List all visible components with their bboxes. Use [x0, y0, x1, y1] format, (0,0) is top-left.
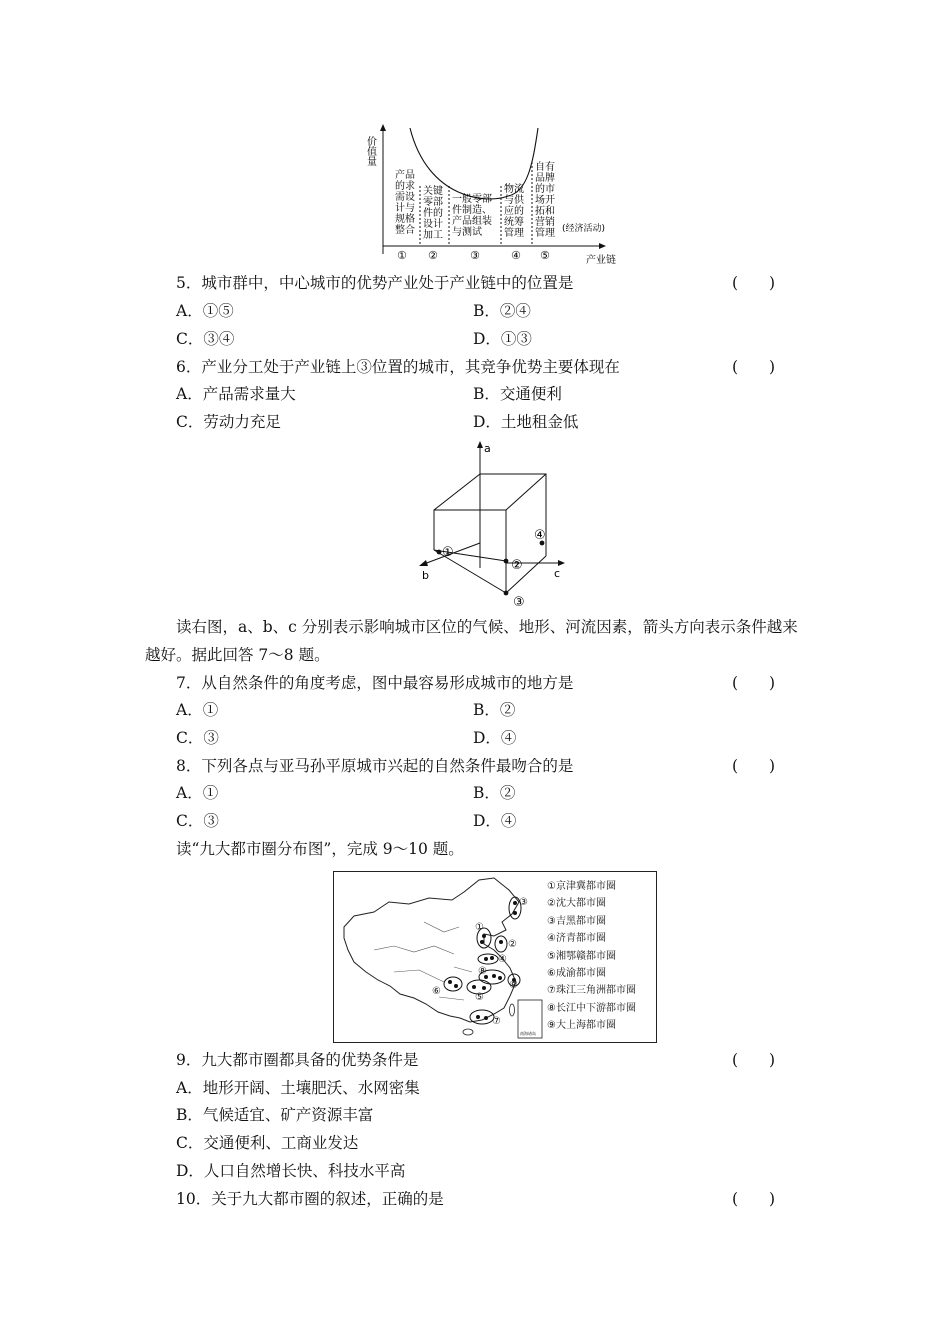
- point-2-label: ②: [511, 558, 523, 573]
- stage-3-text-line: 与测试: [452, 227, 482, 238]
- question-9-option-a[interactable]: A．地形开阔、土壤肥沃、水网密集: [176, 1079, 420, 1097]
- question-5-answer-paren[interactable]: ( ): [732, 274, 776, 292]
- stage-1-text-line: 规格: [395, 214, 415, 225]
- stage-1-text-line: 计与: [395, 203, 415, 214]
- map-marker-3: ③: [519, 897, 528, 908]
- point-3-label: ③: [513, 595, 525, 610]
- axis-c-arrow: [558, 560, 565, 566]
- metro-map-figure: [333, 871, 657, 1043]
- question-10-stem: 10．关于九大都市圈的叙述，正确的是: [176, 1190, 444, 1208]
- y-axis-label: 价值量: [364, 136, 376, 166]
- point-4-label: ④: [534, 528, 546, 543]
- stage-4-text-line: 物流: [504, 184, 524, 195]
- stage-5-text-line: 品牌: [535, 173, 555, 184]
- question-8-stem: 8．下列各点与亚马孙平原城市兴起的自然条件最吻合的是: [176, 757, 574, 775]
- question-5-option-b[interactable]: B．②④: [473, 302, 531, 320]
- question-6-option-c[interactable]: C．劳动力充足: [176, 413, 281, 431]
- question-7-option-a[interactable]: A．①: [176, 701, 219, 719]
- taiwan: [510, 1004, 515, 1016]
- map-marker-4: ④: [498, 954, 507, 965]
- stage-4-text-line: 统筹: [504, 217, 524, 228]
- legend-item: ①京津冀都市圈: [547, 881, 616, 892]
- point-3-dot: [504, 591, 509, 596]
- question-7-option-c[interactable]: C．③: [176, 729, 219, 747]
- map-legend: [547, 878, 655, 1035]
- question-9-answer-paren[interactable]: ( ): [732, 1051, 776, 1069]
- stage-5-text-line: 营销: [535, 217, 555, 228]
- question-8-option-c[interactable]: C．③: [176, 812, 219, 830]
- question-7-option-d[interactable]: D．④: [473, 729, 517, 747]
- map-marker-7: ⑦: [492, 1016, 501, 1027]
- stage-1-text-line: 整合: [395, 225, 415, 236]
- question-6-answer-paren[interactable]: ( ): [732, 358, 776, 376]
- intro-9-10: 读“九大都市圈分布图”，完成 9～10 题。: [176, 840, 464, 858]
- question-5-option-a[interactable]: A．①⑤: [176, 302, 234, 320]
- stage-num: ①: [397, 249, 407, 262]
- question-5-stem: 5．城市群中，中心城市的优势产业处于产业链中的位置是: [176, 274, 574, 292]
- legend-item: ⑥成渝都市圈: [547, 968, 606, 980]
- stage-descriptions: [395, 160, 555, 241]
- axis-a-label: a: [484, 442, 491, 455]
- x-axis-arrow: [599, 243, 606, 249]
- china-map: [334, 872, 544, 1042]
- legend-item: ⑨大上海都市圈: [547, 1020, 616, 1032]
- y-axis-arrow: [380, 124, 386, 131]
- question-9-stem: 9．九大都市圈都具备的优势条件是: [176, 1051, 419, 1069]
- stage-2-text-line: 件的: [423, 208, 443, 219]
- map-marker-2: ②: [508, 939, 517, 950]
- axis-a-arrow: [477, 441, 483, 448]
- map-marker-1: ①: [475, 922, 484, 933]
- activity-label: (经济活动): [562, 224, 606, 234]
- map-marker-5: ⑤: [475, 992, 484, 1003]
- stage-5-text-line: 管理: [535, 228, 555, 239]
- value-chain-chart: [364, 122, 628, 266]
- legend-item: ⑧长江中下游都市圈: [547, 1002, 636, 1014]
- question-8-answer-paren[interactable]: ( ): [732, 757, 776, 775]
- stage-2-text-line: 关键: [423, 186, 443, 197]
- stage-3-text-line: 件制造、: [452, 205, 492, 216]
- question-9-option-b[interactable]: B．气候适宜、矿产资源丰富: [176, 1106, 374, 1124]
- question-9-option-c[interactable]: C．交通便利、工商业发达: [176, 1134, 359, 1152]
- axis-b-arrow: [419, 560, 428, 566]
- hainan: [463, 1029, 473, 1035]
- legend-item: ⑤湘鄂赣都市圈: [547, 950, 616, 962]
- stage-2-text-line: 加工: [423, 230, 443, 241]
- legend-item: ⑦珠江三角洲都市圈: [547, 985, 636, 997]
- stage-num: ③: [470, 249, 480, 262]
- question-8-option-a[interactable]: A．①: [176, 784, 219, 802]
- map-marker-8: ⑧: [478, 966, 487, 977]
- stage-3-text-line: 一般零部: [452, 194, 492, 205]
- cube-diagram: [410, 438, 570, 608]
- question-8-option-b[interactable]: B．②: [473, 784, 516, 802]
- stage-num: ④: [511, 249, 521, 262]
- point-1-label: ①: [442, 545, 454, 560]
- stage-5-text-line: 的市: [535, 184, 555, 195]
- stage-num: ②: [428, 249, 438, 262]
- stage-4-text-line: 应的: [504, 206, 524, 217]
- stage-2-text-line: 零部: [423, 197, 443, 208]
- stage-2-text-line: 设计: [423, 219, 443, 230]
- question-6-option-b[interactable]: B．交通便利: [473, 385, 562, 403]
- question-7-answer-paren[interactable]: ( ): [732, 674, 776, 692]
- question-5-option-c[interactable]: C．③④: [176, 330, 235, 348]
- stage-5-text-line: 自有: [535, 162, 555, 173]
- x-axis-label: 产业链: [586, 255, 616, 266]
- map-marker-6: ⑥: [432, 986, 441, 997]
- point-2-dot: [504, 559, 509, 564]
- legend-item: ④济青都市圈: [547, 933, 606, 945]
- intro-7-8-line2: 越好。据此回答 7～8 题。: [145, 646, 330, 664]
- legend-item: ③吉黑都市圈: [547, 915, 606, 927]
- stage-num: ⑤: [540, 249, 550, 262]
- box-edges: [434, 474, 546, 593]
- stage-1-text-line: 的求: [395, 181, 415, 192]
- axis-b-label: b: [422, 569, 429, 582]
- stage-1-text-line: 需设: [395, 192, 415, 203]
- question-9-option-d[interactable]: D．人口自然增长快、科技水平高: [176, 1162, 406, 1180]
- stage-1-text-line: 产品: [395, 170, 415, 181]
- inset-label: 南海诸岛: [520, 1031, 536, 1036]
- axis-c-label: c: [554, 567, 561, 580]
- question-7-option-b[interactable]: B．②: [473, 701, 516, 719]
- legend-item: ②沈大都市圈: [547, 898, 606, 910]
- question-8-option-d[interactable]: D．④: [473, 812, 517, 830]
- stage-3-text-line: 产品组装: [452, 216, 492, 227]
- question-7-stem: 7．从自然条件的角度考虑，图中最容易形成城市的地方是: [176, 674, 574, 692]
- stage-5-text-line: 场开: [535, 195, 555, 206]
- china-outline: [344, 878, 519, 1022]
- question-6-option-a[interactable]: A．产品需求量大: [176, 385, 296, 403]
- question-6-option-d[interactable]: D．土地租金低: [473, 413, 579, 431]
- stage-5-text-line: 拓和: [535, 206, 555, 217]
- point-1-dot: [437, 550, 442, 555]
- stage-4-text-line: 与供: [504, 195, 524, 206]
- intro-7-8-line1: 读右图，a、b、c 分别表示影响城市区位的气候、地形、河流因素，箭头方向表示条件越来: [176, 618, 798, 636]
- map-marker-9: ⑨: [509, 980, 518, 991]
- question-5-option-d[interactable]: D．①③: [473, 330, 532, 348]
- question-10-answer-paren[interactable]: ( ): [732, 1190, 776, 1208]
- stage-4-text-line: 管理: [504, 228, 524, 239]
- question-6-stem: 6．产业分工处于产业链上③位置的城市，其竞争优势主要体现在: [176, 358, 620, 376]
